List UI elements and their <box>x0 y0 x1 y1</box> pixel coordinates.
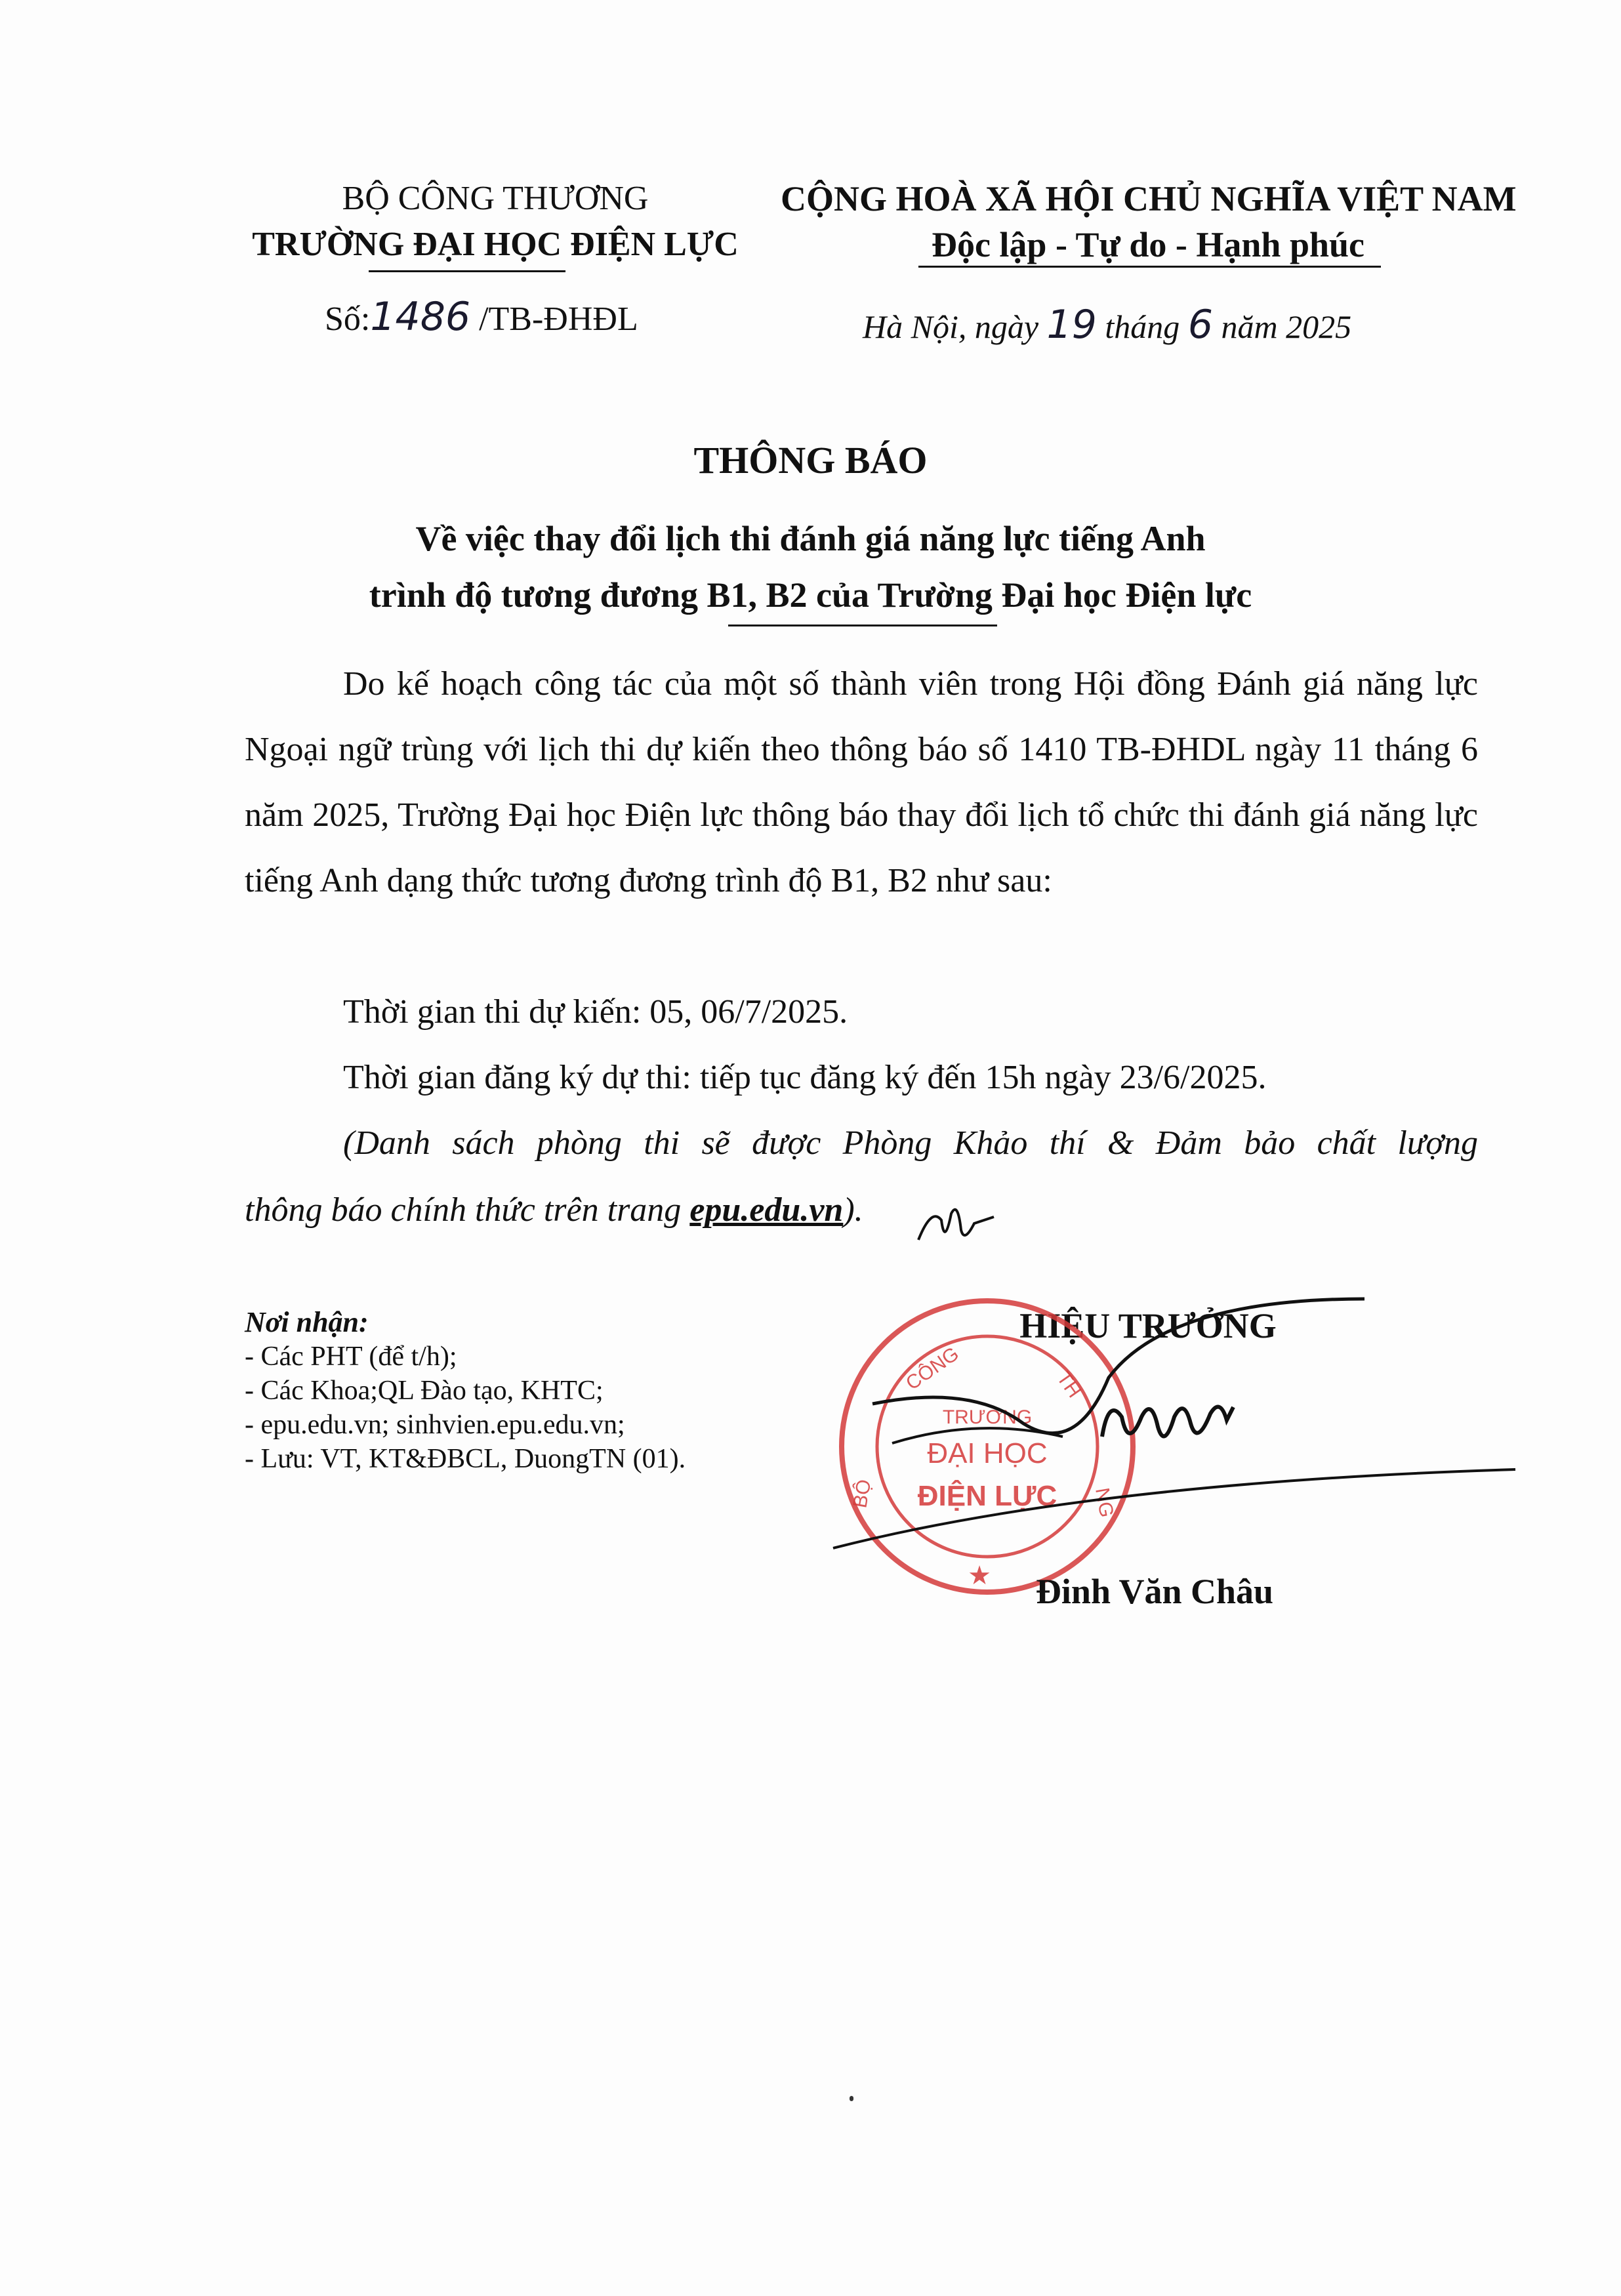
subject-underline <box>728 625 997 626</box>
scan-speck <box>850 2096 853 2101</box>
motto-underline <box>918 266 1381 268</box>
initials-scribble-icon <box>912 1194 997 1253</box>
university-name: TRƯỜNG ĐẠI HỌC ĐIỆN LỰC <box>252 226 739 263</box>
document-date <box>863 302 1351 348</box>
university-underline <box>369 270 565 272</box>
website-link[interactable]: epu.edu.vn <box>689 1191 844 1229</box>
document-number <box>325 294 638 340</box>
exam-time: Thời gian thi dự kiến: 05, 06/7/2025. <box>343 993 848 1031</box>
ministry-name: BỘ CÔNG THƯƠNG <box>342 180 649 217</box>
date-day: 19 <box>1046 302 1097 348</box>
note-line-2 <box>245 1191 863 1229</box>
country-name: CỘNG HOÀ XÃ HỘI CHỦ NGHĨA VIỆT NAM <box>781 179 1517 218</box>
recipient-item: - Các Khoa;QL Đào tạo, KHTC; <box>245 1376 604 1406</box>
note-suffix: ). <box>843 1191 863 1229</box>
notice-subject-line-1: Về việc thay đổi lịch thi đánh giá năng lực tiếng Anh <box>415 519 1206 558</box>
svg-text:NG: NG <box>1091 1486 1118 1519</box>
notice-title: THÔNG BÁO <box>693 439 928 482</box>
national-motto: Độc lập - Tự do - Hạnh phúc <box>931 225 1365 264</box>
svg-text:TH: TH <box>1052 1368 1086 1402</box>
recipients-block <box>245 1305 686 1476</box>
recipient-item: - epu.edu.vn; sinhvien.epu.edu.vn; <box>245 1410 625 1440</box>
date-month-label: tháng <box>1096 308 1188 345</box>
doc-number-handwritten: 1486 <box>370 294 471 340</box>
date-year-label: năm 2025 <box>1213 308 1352 345</box>
note-prefix: thông báo chính thức trên trang <box>245 1191 690 1229</box>
seal-line-1: TRƯỜNG <box>942 1406 1033 1428</box>
registration-time: Thời gian đăng ký dự thi: tiếp tục đăng ký đến 15h ngày 23/6/2025. <box>343 1059 1267 1096</box>
signer-name: Đinh Văn Châu <box>1035 1572 1274 1611</box>
handwritten-signature-icon <box>827 1286 1529 1561</box>
recipients-heading: Nơi nhận: <box>245 1306 369 1338</box>
svg-text:BỘ: BỘ <box>849 1477 876 1510</box>
recipient-item: - Các PHT (để t/h); <box>245 1342 457 1372</box>
signer-title: HIỆU TRƯỞNG <box>1019 1306 1277 1345</box>
body-paragraph: Do kế hoạch công tác của một số thành viên trong Hội đồng Đánh giá năng lực Ngoại ngữ trùng với lịch thi dự kiến theo thông báo số 1410 TB-ĐHDL ngày 11 tháng 6 năm 2025, Trường Đại học Điện lực thông báo thay đổi lịch tổ chức thi đánh giá năng lực tiếng Anh dạng thức tương đương trình độ B1, B2 như sau: <box>245 665 1478 899</box>
date-city: Hà Nội, ngày <box>863 308 1047 345</box>
recipient-item: - Lưu: VT, KT&ĐBCL, DuongTN (01). <box>245 1444 686 1474</box>
date-month: 6 <box>1187 302 1213 348</box>
notice-subject-line-2: trình độ tương đương B1, B2 của Trường Đại học Điện lực <box>369 575 1252 615</box>
seal-line-3: ĐIỆN LỰC <box>917 1480 1057 1512</box>
seal-line-2: ĐẠI HỌC <box>927 1437 1048 1469</box>
doc-number-prefix: Số: <box>325 300 371 338</box>
doc-number-suffix: /TB-ĐHĐL <box>470 300 638 338</box>
svg-text:★: ★ <box>968 1561 991 1590</box>
note-line-1: (Danh sách phòng thi sẽ được Phòng Khảo thí & Đảm bảo chất lượng <box>343 1124 1478 1162</box>
header-left <box>216 176 774 268</box>
svg-text:CÔNG: CÔNG <box>902 1343 963 1395</box>
header-right <box>781 176 1515 268</box>
